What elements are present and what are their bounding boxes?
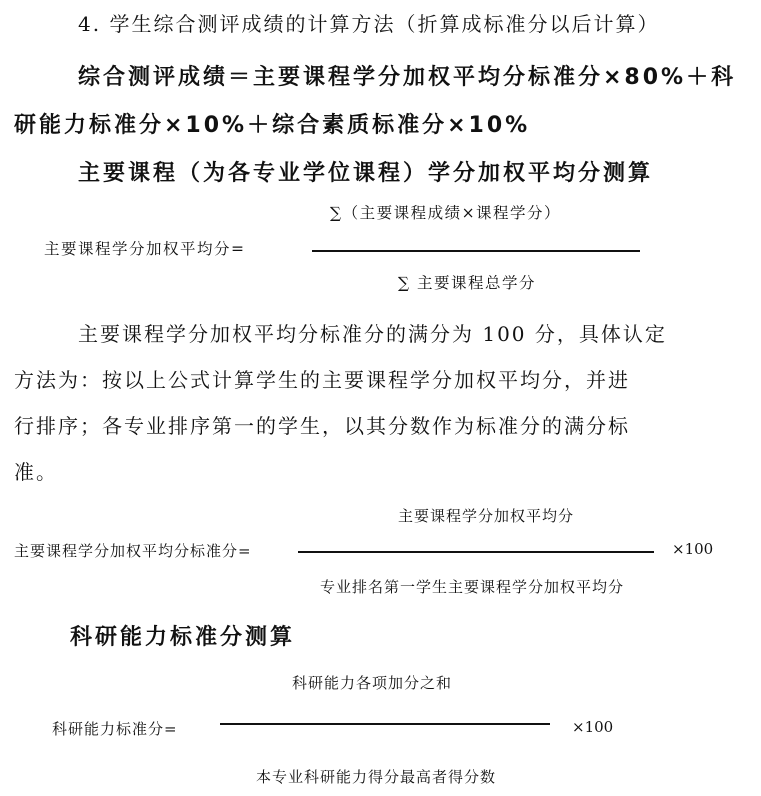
- heading-research: 科研能力标准分测算: [70, 625, 296, 650]
- formula-3-multiplier: ×100: [572, 718, 614, 736]
- formula-2-denominator: 专业排名第一学生主要课程学分加权平均分: [320, 578, 625, 596]
- formula-1-fraction-bar: [312, 250, 640, 252]
- formula-2-fraction-bar: [298, 551, 654, 553]
- paragraph-line: 准。: [14, 460, 58, 484]
- formula-2-numerator: 主要课程学分加权平均分: [398, 507, 575, 525]
- heading-main-courses: 主要课程（为各专业学位课程）学分加权平均分测算: [78, 161, 654, 186]
- paragraph-line: 主要课程学分加权平均分标准分的满分为 100 分，具体认定: [78, 322, 667, 346]
- paragraph-line: 行排序；各专业排序第一的学生，以其分数作为标准分的满分标: [14, 414, 630, 438]
- formula-1-denominator: ∑ 主要课程总学分: [398, 274, 536, 292]
- formula-3-denominator: 本专业科研能力得分最高者得分数: [256, 768, 497, 786]
- formula-1-label: 主要课程学分加权平均分=: [44, 240, 246, 258]
- formula-2-label: 主要课程学分加权平均分标准分=: [14, 542, 252, 560]
- formula-3-label: 科研能力标准分=: [52, 720, 178, 738]
- formula-3-fraction-bar: [220, 723, 550, 725]
- formula-1-numerator: ∑（主要课程成绩×课程学分）: [330, 204, 562, 222]
- formula-3-numerator: 科研能力各项加分之和: [292, 674, 453, 692]
- paragraph-line: 方法为：按以上公式计算学生的主要课程学分加权平均分，并进: [14, 368, 630, 392]
- formula-total-line-1: 综合测评成绩＝主要课程学分加权平均分标准分×80%＋科: [78, 65, 737, 90]
- section-title: 4. 学生综合测评成绩的计算方法（折算成标准分以后计算）: [78, 12, 660, 36]
- formula-total-line-2: 研能力标准分×10%＋综合素质标准分×10%: [14, 113, 531, 138]
- formula-2-multiplier: ×100: [672, 540, 714, 558]
